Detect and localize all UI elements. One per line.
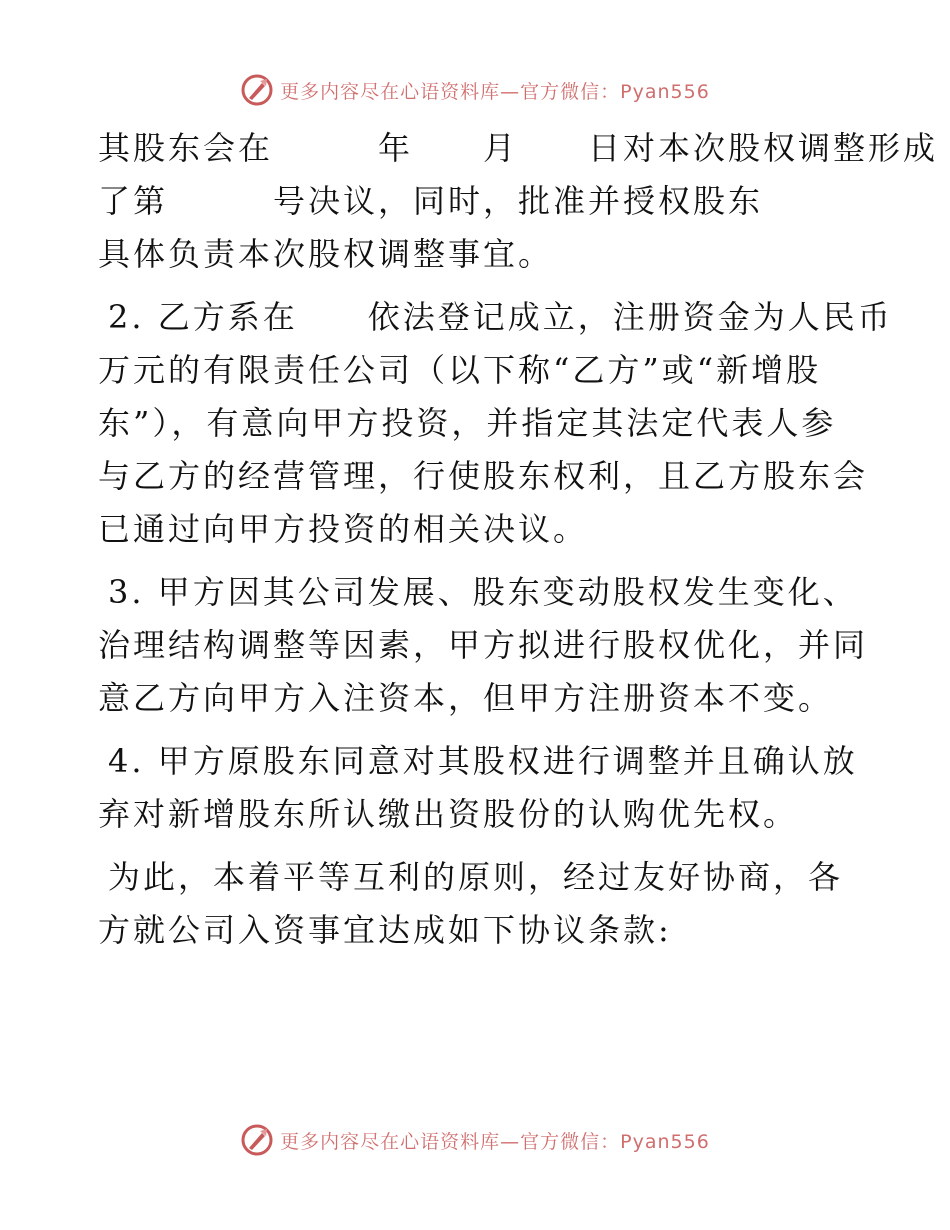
text-line: 意乙方向甲方入注资本，但甲方注册资本不变。 xyxy=(98,679,834,717)
quill-logo-icon xyxy=(240,73,274,107)
text-line: 与乙方的经营管理，行使股东权利，且乙方股东会 xyxy=(98,457,869,495)
watermark-text: 更多内容尽在心语资料库—官方微信：Pyan556 xyxy=(280,1130,710,1153)
closing-paragraph-start: 为此，本着平等互利的原则，经过友好协商，各 xyxy=(108,858,844,896)
text-line: 东”），有意向甲方投资，并指定其法定代表人参 xyxy=(98,404,837,442)
text-line: 弃对新增股东所认缴出资股份的认购优先权。 xyxy=(98,795,799,833)
quill-logo-icon xyxy=(240,1123,274,1157)
text-line: 万元的有限责任公司（以下称“乙方”或“新增股 xyxy=(98,351,822,389)
text-line: 了第 号决议，同时，批准并授权股东 xyxy=(98,182,764,220)
text-line: 已通过向甲方投资的相关决议。 xyxy=(98,510,589,548)
paragraph-3-start: 3. 甲方因其公司发展、股东变动股权发生变化、 xyxy=(108,573,858,611)
text-line: 其股东会在 年 月 日对本次股权调整形成 xyxy=(98,129,939,167)
header-watermark xyxy=(0,68,950,112)
footer-watermark xyxy=(0,1118,950,1162)
paragraph-2-start: 2. 乙方系在 依法登记成立，注册资金为人民币 xyxy=(108,298,893,336)
paragraph-4-start: 4. 甲方原股东同意对其股权进行调整并且确认放 xyxy=(108,742,858,780)
text-line: 方就公司入资事宜达成如下协议条款: xyxy=(98,911,672,949)
text-line: 具体负责本次股权调整事宜。 xyxy=(98,235,554,273)
watermark-text: 更多内容尽在心语资料库—官方微信：Pyan556 xyxy=(280,80,710,103)
text-line: 治理结构调整等因素，甲方拟进行股权优化，并同 xyxy=(98,626,869,664)
document-body xyxy=(98,122,939,957)
